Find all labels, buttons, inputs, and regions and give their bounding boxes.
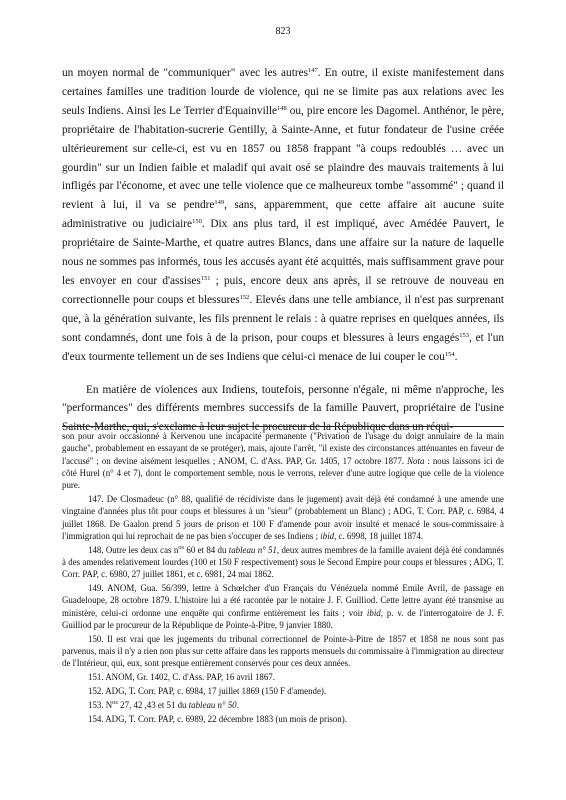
- text-segment: , p. v. de l'interrogatoire de J. F. Guilliod par le procureur de la République de Pointe-à-Pitre, 9 janvier 1880.: [62, 607, 504, 630]
- footnote-152: 152. ADG, T. Corr. PAP, c. 6984, 17 juillet 1869 (150 F d'amende).: [88, 685, 327, 696]
- text-segment: 149. ANOM, Gua. 56/399, lettre à Schœlcher d'un Français du Vénézuela nommé Emile Avril, de passage en Guadeloupe, 28 octobre 1879. L'histoire lui a été racontée par le notaire J. F. Guilliod. Cette lettre ayant été transmise au ministère, celui-ci ordonne une enquête qui confirme entièrement les faits ; voir: [62, 583, 504, 618]
- footnote-ref-154[interactable]: 154: [444, 350, 455, 358]
- text-segment: tableau n° 50: [188, 699, 237, 710]
- text-segment: os: [112, 698, 118, 706]
- text-segment: ; puis, encore deux ans après, il se retrouve de nouveau en correctionnelle pour coups et blessures: [62, 274, 504, 306]
- footnote-148: [62, 544, 504, 581]
- text-segment: ibid: [366, 607, 381, 618]
- footnote-ref-151[interactable]: 151: [200, 274, 211, 282]
- footnote-151: 151. ANOM, Gr. 1402, C. d'Ass. PAP, 16 avril 1867.: [88, 672, 275, 683]
- text-segment: 147. De Closmadeuc (n° 88, qualifié de récidiviste dans le jugement) avait déjà été condamné à une amende une vingtaine d'années plus tôt pour coups et blessures à un "sieur" (probablement un Blanc) ; ADG, T. Corr. PAP, c. 6984, 4 juillet 1868. De Gaalon prend 5 jours de prison et 100 F d'amende pour avoir insulté et menacé le sous-commissaire à l'immigration qui lui reprochait de ne pas bien s'occuper de ses Indiens ;: [62, 493, 504, 541]
- text-segment: , sans, apparemment, que cette affaire ait aucune suite administrative ou judiciaire: [62, 199, 504, 231]
- text-segment: .: [236, 699, 239, 710]
- footnote-ref-152[interactable]: 152: [239, 293, 250, 301]
- footnote-146-continuation: [62, 430, 504, 491]
- footnote-ref-147[interactable]: 147: [308, 67, 318, 74]
- footnote-ref-153[interactable]: 153: [459, 331, 469, 339]
- footnote-153: [62, 699, 504, 711]
- text-segment: . Elevés dans une telle ambiance, il n'est pas surprenant que, à la génération suivante, les fils prennent le relais : à quatre reprises en quelques années, ils sont condamnés, dont une fois à de la prison, pour coups et blessures à leurs engagés: [62, 293, 505, 344]
- footnote-ref-150[interactable]: 150: [192, 218, 202, 226]
- text-segment: 153. N: [88, 699, 113, 710]
- text-segment: son pour avoir occasionné à Kervenou une incapacité permanente ("Privation de l'usage du doigt annulaire de la main gauche", probablement en essayant de se protéger), mais, ajoute l'arrêt, "il existe des circonstances atténuantes en faveur de l'accusé" ; on devine aisément lesquelles ; ANOM, C. d'Ass. PAP, Gr. 1405, 17 octobre 1877.: [62, 431, 504, 466]
- text-segment: tableau n° 51: [228, 544, 277, 555]
- footnote-150: 150. Il est vrai que les jugements du tribunal correctionnel de Pointe-à-Pitre de 1857 et 1858 ne nous sont pas parvenus, mais il n'y a rien non plus sur cette affaire dans les rapports mensuels du commissaire à l'immigration au directeur de l'Intérieur, qui, eux, sont presque entièrement conservés pour ces deux années.: [62, 633, 504, 669]
- text-segment: .: [454, 350, 458, 363]
- text-segment: . En outre, il existe manifestement dans certaines familles une tradition lourde de violence, qui ne se limite pas aux relations avec les seuls Indiens. Ainsi les Le Terrier d'Equainville: [62, 67, 504, 117]
- text-segment: , et l'un d'eux tourmente tellement un de ses Indiens que celui-ci menace de lui couper le cou: [62, 331, 504, 363]
- footnote-separator: [62, 426, 504, 427]
- text-segment: Nota: [407, 455, 425, 466]
- text-segment: 60 et 84 du: [184, 544, 229, 555]
- body-paragraph-1: [62, 64, 504, 367]
- footnote-154: 154. ADG, T. Corr. PAP, c. 6989, 22 décembre 1883 (un mois de prison).: [88, 713, 347, 724]
- text-segment: ibid: [320, 530, 335, 541]
- text-segment: 148. Outre les deux cas n: [88, 544, 179, 555]
- text-segment: . Dix ans plus tard, il est impliqué, avec Amédée Pauvert, le propriétaire de Sainte-Marthe, et quatre autres Blancs, dans une affaire sur la nature de laquelle nous ne sommes pas informés, tous les accusés ayant été acquittés, mais suffisamment grave pour les envoyer en cour d'assises: [62, 218, 504, 287]
- text-segment: un moyen normal de "communiquer" avec les autres: [62, 67, 309, 79]
- footnote-ref-148[interactable]: 148: [277, 104, 287, 112]
- main-text: [62, 64, 504, 437]
- footnote-147: [62, 493, 504, 542]
- footnote-149: [62, 582, 504, 631]
- text-segment: : nous laissons ici de côté Hurel (n° 4 et 7), dont le comportement semble, nous le verrons, relever d'une autre logique que celle de la violence pure.: [62, 455, 504, 491]
- text-segment: , c. 6998, 18 juillet 1874.: [334, 530, 424, 541]
- text-segment: , deux autres membres de la famille avaient déjà été condamnés à des amendes relativement lourdes (100 et 150 F respectivement) sous le Second Empire pour coups et blessures ; ADG, T. Corr. PAP, c. 6980, 27 juillet 1861, et c. 6981, 24 mai 1862.: [62, 544, 504, 580]
- text-segment: os: [178, 543, 185, 551]
- footnote-ref-149[interactable]: 149: [214, 199, 225, 207]
- page-number: 823: [275, 26, 291, 37]
- body-paragraph-2: En matière de violences aux Indiens, toutefois, personne n'égale, ni même n'approche, les "performances" des différents membres successifs de la famille Pauvert, propriétaire de l'usine Sainte-Marthe, qui, s'exclame à leur sujet le procureur de la République dans un réqui-: [62, 383, 504, 434]
- text-segment: 27, 42 ,43 et 51 du: [117, 699, 189, 710]
- text-segment: ou, pire encore les Dagomel. Anthénor, le père, propriétaire de l'habitation-sucrerie Gentilly, à Sainte-Anne, et futur fondateur de l'usine créée ultérieurement sur celle-ci, est vu en 1857 ou 1858 frappant "à coups redoublés … avec un gourdin" sur un Indien faible et maladif qui avait osé se plaindre des mauvais traitements à lui infligés par l'économe, et avec une telle violence que ce malheureux tombe "assommé" ; quand il revient à lui, il va se pendre: [62, 104, 504, 212]
- footnotes: [62, 430, 504, 726]
